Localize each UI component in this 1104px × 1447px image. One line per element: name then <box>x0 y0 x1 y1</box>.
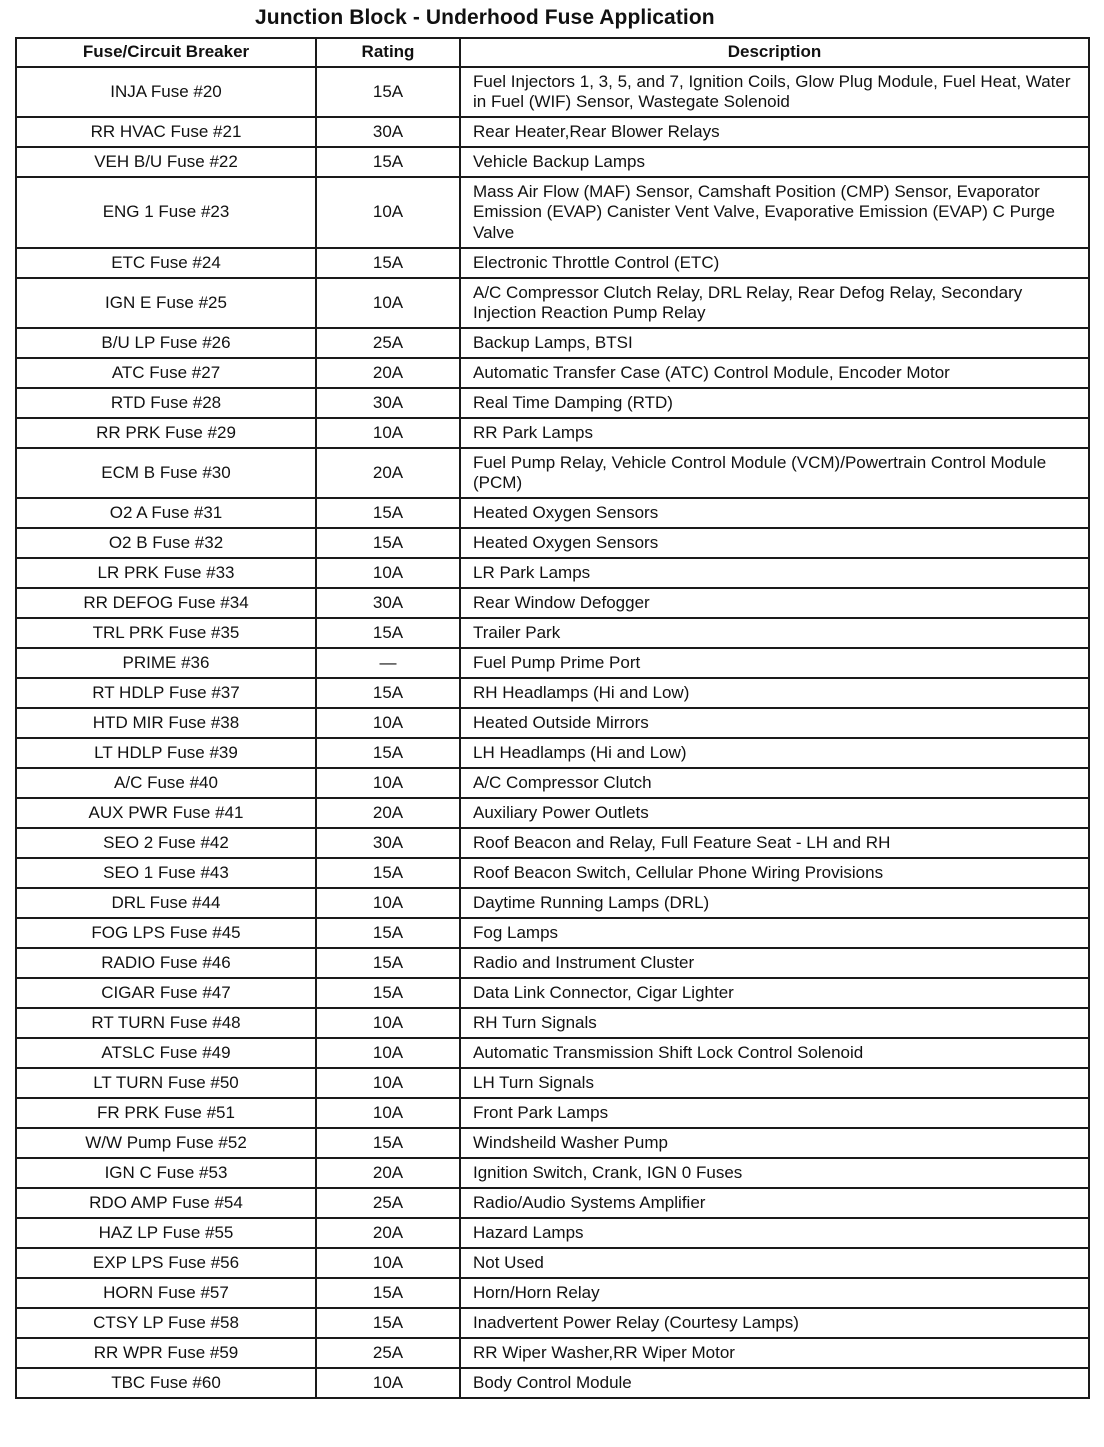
description-cell: Fuel Pump Prime Port <box>460 648 1089 678</box>
description-cell: Ignition Switch, Crank, IGN 0 Fuses <box>460 1158 1089 1188</box>
fuse-cell: RR HVAC Fuse #21 <box>16 117 316 147</box>
fuse-cell: ATSLC Fuse #49 <box>16 1038 316 1068</box>
table-row <box>16 978 1089 1008</box>
rating-cell: 15A <box>316 1278 460 1308</box>
fuse-cell: RR DEFOG Fuse #34 <box>16 588 316 618</box>
fuse-cell: FR PRK Fuse #51 <box>16 1098 316 1128</box>
description-cell: Roof Beacon and Relay, Full Feature Seat - LH and RH <box>460 828 1089 858</box>
fuse-cell: CIGAR Fuse #47 <box>16 978 316 1008</box>
description-cell: Vehicle Backup Lamps <box>460 147 1089 177</box>
description-cell: LH Headlamps (Hi and Low) <box>460 738 1089 768</box>
table-row <box>16 708 1089 738</box>
rating-cell: 15A <box>316 498 460 528</box>
fuse-cell: IGN C Fuse #53 <box>16 1158 316 1188</box>
description-cell: Backup Lamps, BTSI <box>460 328 1089 358</box>
header-rating: Rating <box>316 38 460 67</box>
table-row <box>16 828 1089 858</box>
table-row <box>16 678 1089 708</box>
description-cell: RH Turn Signals <box>460 1008 1089 1038</box>
header-row <box>16 38 1089 67</box>
rating-cell: 20A <box>316 1158 460 1188</box>
fuse-cell: RR WPR Fuse #59 <box>16 1338 316 1368</box>
rating-cell: 15A <box>316 1128 460 1158</box>
table-row <box>16 67 1089 117</box>
fuse-table <box>15 37 1090 1399</box>
fuse-cell: B/U LP Fuse #26 <box>16 328 316 358</box>
table-row <box>16 358 1089 388</box>
fuse-cell: EXP LPS Fuse #56 <box>16 1248 316 1278</box>
fuse-cell: RR PRK Fuse #29 <box>16 418 316 448</box>
description-cell: Rear Window Defogger <box>460 588 1089 618</box>
description-cell: A/C Compressor Clutch <box>460 768 1089 798</box>
fuse-cell: TRL PRK Fuse #35 <box>16 618 316 648</box>
description-cell: Daytime Running Lamps (DRL) <box>460 888 1089 918</box>
table-row <box>16 248 1089 278</box>
description-cell: Radio and Instrument Cluster <box>460 948 1089 978</box>
table-row <box>16 117 1089 147</box>
description-cell: Heated Outside Mirrors <box>460 708 1089 738</box>
rating-cell: 10A <box>316 1008 460 1038</box>
table-header <box>16 38 1089 67</box>
fuse-cell: ATC Fuse #27 <box>16 358 316 388</box>
rating-cell: 20A <box>316 358 460 388</box>
table-row <box>16 588 1089 618</box>
fuse-cell: W/W Pump Fuse #52 <box>16 1128 316 1158</box>
rating-cell: 30A <box>316 828 460 858</box>
fuse-cell: O2 A Fuse #31 <box>16 498 316 528</box>
table-row <box>16 948 1089 978</box>
description-cell: RR Park Lamps <box>460 418 1089 448</box>
description-cell: LR Park Lamps <box>460 558 1089 588</box>
description-cell: Roof Beacon Switch, Cellular Phone Wiring Provisions <box>460 858 1089 888</box>
description-cell: Fuel Injectors 1, 3, 5, and 7, Ignition Coils, Glow Plug Module, Fuel Heat, Water in Fuel (WIF) Sensor, Wastegate Solenoid <box>460 67 1089 117</box>
table-row <box>16 738 1089 768</box>
rating-cell: 15A <box>316 738 460 768</box>
table-body <box>16 67 1089 1398</box>
rating-cell: 15A <box>316 948 460 978</box>
table-row <box>16 1128 1089 1158</box>
description-cell: Electronic Throttle Control (ETC) <box>460 248 1089 278</box>
table-row <box>16 1158 1089 1188</box>
rating-cell: 25A <box>316 1338 460 1368</box>
table-row <box>16 798 1089 828</box>
rating-cell: 10A <box>316 558 460 588</box>
fuse-cell: RT HDLP Fuse #37 <box>16 678 316 708</box>
table-row <box>16 1098 1089 1128</box>
table-row <box>16 1338 1089 1368</box>
description-cell: Horn/Horn Relay <box>460 1278 1089 1308</box>
rating-cell: 15A <box>316 248 460 278</box>
table-row <box>16 1308 1089 1338</box>
description-cell: Automatic Transmission Shift Lock Control Solenoid <box>460 1038 1089 1068</box>
fuse-cell: ETC Fuse #24 <box>16 248 316 278</box>
fuse-cell: IGN E Fuse #25 <box>16 278 316 328</box>
rating-cell: 15A <box>316 147 460 177</box>
fuse-cell: HAZ LP Fuse #55 <box>16 1218 316 1248</box>
rating-cell: 10A <box>316 177 460 248</box>
fuse-cell: PRIME #36 <box>16 648 316 678</box>
rating-cell: 10A <box>316 278 460 328</box>
fuse-cell: CTSY LP Fuse #58 <box>16 1308 316 1338</box>
table-row <box>16 858 1089 888</box>
table-row <box>16 328 1089 358</box>
rating-cell: 10A <box>316 708 460 738</box>
description-cell: Front Park Lamps <box>460 1098 1089 1128</box>
rating-cell: 15A <box>316 858 460 888</box>
rating-cell: 30A <box>316 388 460 418</box>
table-row <box>16 418 1089 448</box>
rating-cell: 15A <box>316 618 460 648</box>
rating-cell: 10A <box>316 888 460 918</box>
description-cell: Windsheild Washer Pump <box>460 1128 1089 1158</box>
rating-cell: 25A <box>316 1188 460 1218</box>
rating-cell: — <box>316 648 460 678</box>
description-cell: Auxiliary Power Outlets <box>460 798 1089 828</box>
description-cell: Hazard Lamps <box>460 1218 1089 1248</box>
fuse-cell: RT TURN Fuse #48 <box>16 1008 316 1038</box>
table-row <box>16 1248 1089 1278</box>
table-row <box>16 1008 1089 1038</box>
rating-cell: 15A <box>316 678 460 708</box>
description-cell: RH Headlamps (Hi and Low) <box>460 678 1089 708</box>
fuse-cell: ENG 1 Fuse #23 <box>16 177 316 248</box>
description-cell: Body Control Module <box>460 1368 1089 1398</box>
fuse-cell: SEO 2 Fuse #42 <box>16 828 316 858</box>
table-row <box>16 648 1089 678</box>
table-row <box>16 448 1089 498</box>
description-cell: LH Turn Signals <box>460 1068 1089 1098</box>
table-row <box>16 278 1089 328</box>
rating-cell: 15A <box>316 918 460 948</box>
fuse-cell: SEO 1 Fuse #43 <box>16 858 316 888</box>
rating-cell: 15A <box>316 528 460 558</box>
fuse-cell: FOG LPS Fuse #45 <box>16 918 316 948</box>
table-row <box>16 528 1089 558</box>
rating-cell: 15A <box>316 67 460 117</box>
fuse-cell: ECM B Fuse #30 <box>16 448 316 498</box>
description-cell: Rear Heater,Rear Blower Relays <box>460 117 1089 147</box>
fuse-cell: RDO AMP Fuse #54 <box>16 1188 316 1218</box>
rating-cell: 10A <box>316 768 460 798</box>
table-row <box>16 1368 1089 1398</box>
table-row <box>16 558 1089 588</box>
table-row <box>16 498 1089 528</box>
description-cell: RR Wiper Washer,RR Wiper Motor <box>460 1338 1089 1368</box>
table-row <box>16 888 1089 918</box>
description-cell: Trailer Park <box>460 618 1089 648</box>
description-cell: A/C Compressor Clutch Relay, DRL Relay, Rear Defog Relay, Secondary Injection Reaction Pump Relay <box>460 278 1089 328</box>
fuse-cell: DRL Fuse #44 <box>16 888 316 918</box>
table-row <box>16 1038 1089 1068</box>
fuse-cell: VEH B/U Fuse #22 <box>16 147 316 177</box>
description-cell: Fog Lamps <box>460 918 1089 948</box>
table-row <box>16 1188 1089 1218</box>
table-row <box>16 918 1089 948</box>
rating-cell: 20A <box>316 1218 460 1248</box>
table-row <box>16 768 1089 798</box>
description-cell: Inadvertent Power Relay (Courtesy Lamps) <box>460 1308 1089 1338</box>
fuse-cell: TBC Fuse #60 <box>16 1368 316 1398</box>
rating-cell: 10A <box>316 1368 460 1398</box>
fuse-cell: LT HDLP Fuse #39 <box>16 738 316 768</box>
description-cell: Fuel Pump Relay, Vehicle Control Module (VCM)/Powertrain Control Module (PCM) <box>460 448 1089 498</box>
rating-cell: 20A <box>316 798 460 828</box>
table-row <box>16 618 1089 648</box>
rating-cell: 10A <box>316 418 460 448</box>
description-cell: Not Used <box>460 1248 1089 1278</box>
rating-cell: 15A <box>316 978 460 1008</box>
description-cell: Heated Oxygen Sensors <box>460 498 1089 528</box>
rating-cell: 10A <box>316 1038 460 1068</box>
description-cell: Heated Oxygen Sensors <box>460 528 1089 558</box>
table-row <box>16 1068 1089 1098</box>
table-row <box>16 388 1089 418</box>
fuse-cell: A/C Fuse #40 <box>16 768 316 798</box>
fuse-cell: LR PRK Fuse #33 <box>16 558 316 588</box>
page-title: Junction Block - Underhood Fuse Application <box>255 6 715 29</box>
rating-cell: 25A <box>316 328 460 358</box>
header-description: Description <box>460 38 1089 67</box>
description-cell: Real Time Damping (RTD) <box>460 388 1089 418</box>
description-cell: Automatic Transfer Case (ATC) Control Module, Encoder Motor <box>460 358 1089 388</box>
fuse-cell: RTD Fuse #28 <box>16 388 316 418</box>
fuse-cell: AUX PWR Fuse #41 <box>16 798 316 828</box>
table-row <box>16 1218 1089 1248</box>
rating-cell: 30A <box>316 588 460 618</box>
rating-cell: 10A <box>316 1248 460 1278</box>
description-cell: Mass Air Flow (MAF) Sensor, Camshaft Position (CMP) Sensor, Evaporator Emission (EVAP) Canister Vent Valve, Evaporative Emission (EVAP) C Purge Valve <box>460 177 1089 248</box>
rating-cell: 10A <box>316 1098 460 1128</box>
table-row <box>16 147 1089 177</box>
description-cell: Data Link Connector, Cigar Lighter <box>460 978 1089 1008</box>
header-fuse: Fuse/Circuit Breaker <box>16 38 316 67</box>
fuse-cell: HORN Fuse #57 <box>16 1278 316 1308</box>
table-row <box>16 177 1089 248</box>
table-row <box>16 1278 1089 1308</box>
fuse-cell: O2 B Fuse #32 <box>16 528 316 558</box>
fuse-cell: RADIO Fuse #46 <box>16 948 316 978</box>
rating-cell: 30A <box>316 117 460 147</box>
fuse-cell: LT TURN Fuse #50 <box>16 1068 316 1098</box>
rating-cell: 20A <box>316 448 460 498</box>
rating-cell: 10A <box>316 1068 460 1098</box>
fuse-cell: INJA Fuse #20 <box>16 67 316 117</box>
rating-cell: 15A <box>316 1308 460 1338</box>
description-cell: Radio/Audio Systems Amplifier <box>460 1188 1089 1218</box>
fuse-cell: HTD MIR Fuse #38 <box>16 708 316 738</box>
